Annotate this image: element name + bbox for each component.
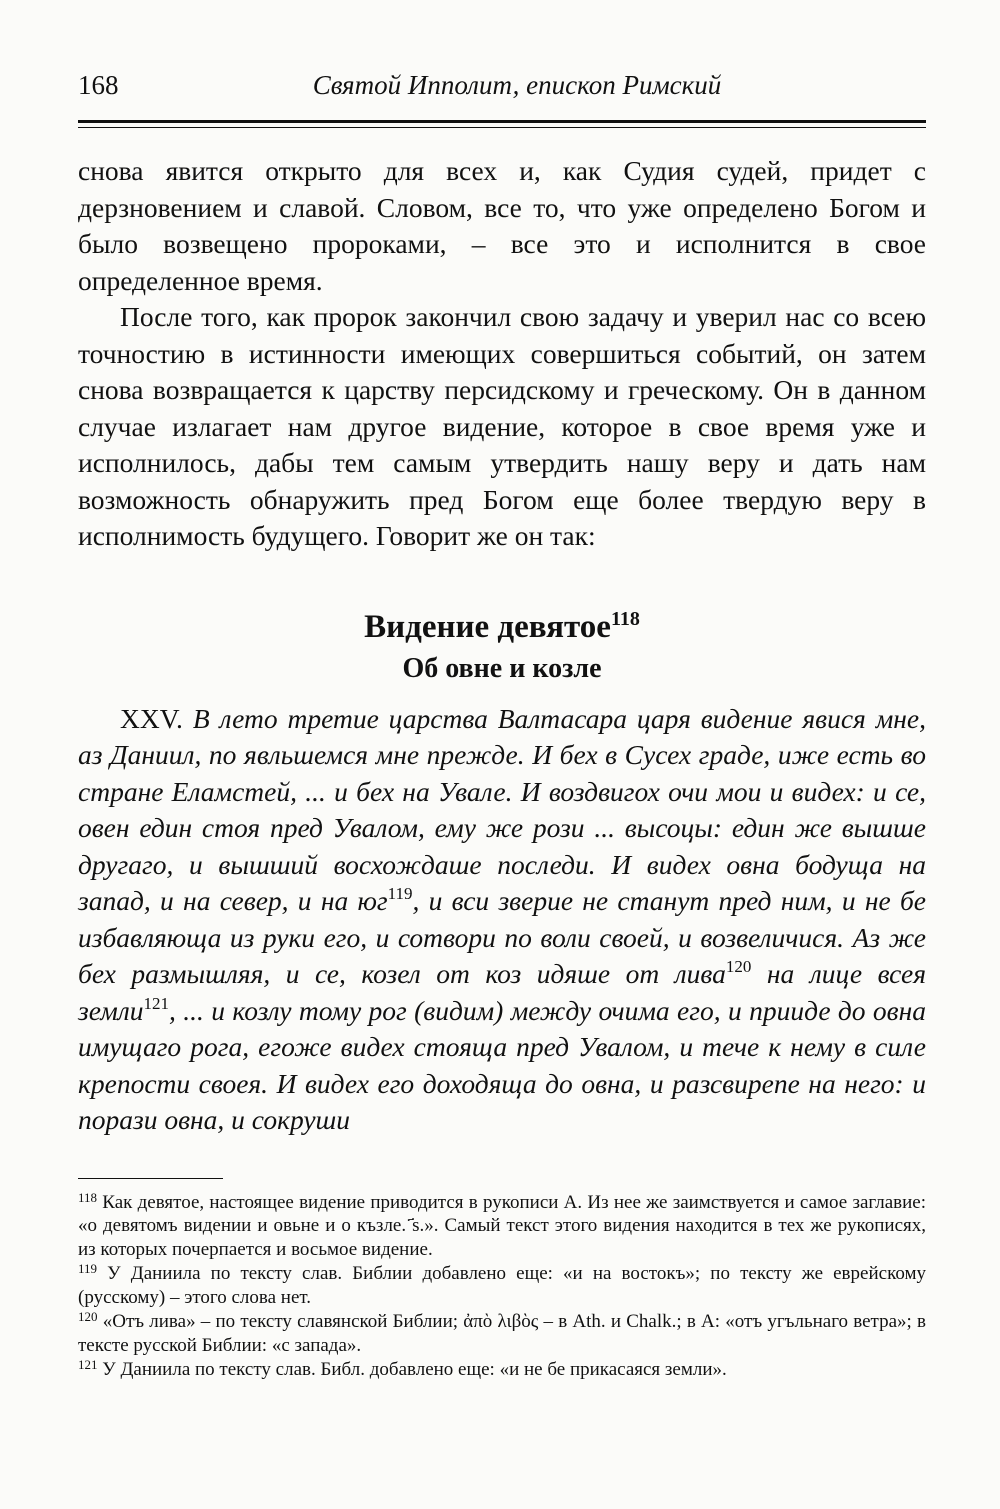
section-title	[78, 607, 926, 647]
quote-segment: , и вси зверие не станут пред ним, и не бе избавляюща из руки его, и сотвори по воли своей, и возвеличися. Аз же бех размышляя, и се, козел от коз идяше от лива	[78, 885, 926, 989]
footnote-ref: 121	[143, 993, 170, 1013]
quote-text	[78, 703, 926, 1136]
paragraph-continuation: снова явится открыто для всех и, как Судия судей, придет с дерзновением и славой. Словом, все то, что уже определено Богом и было возвещено пророками, – все это и исполнится в свое определенное время.	[78, 155, 926, 296]
footnote-ref: 120	[725, 957, 752, 976]
section-subtitle: Об овне и козле	[402, 652, 602, 684]
quote-segment: на лице всея земли	[78, 958, 926, 1026]
footnote	[78, 1191, 926, 1262]
footnote-text: «Отъ лива» – по тексту славянской Библии; ἀπὸ λιβὸς – в Ath. и Chalk.; в А: «отъ угъльнаго ветра»; в тексте русской Библии: «с запада».	[78, 1311, 926, 1356]
quote-segment: , ... и козлу тому рог (видим) между очима его, и прииде до овна имущаго рога, егоже видех стояща пред Увалом, и тече к нему в силе крепости своея. И видех его доходяща до овна, и разсвирепе на него: и порази овна, и сокруши	[78, 994, 926, 1135]
chapter-number: XXV.	[120, 702, 183, 734]
footnote-ref: 118	[610, 607, 640, 630]
scripture-quote	[78, 701, 926, 1139]
footnote-number: 121	[78, 1357, 98, 1372]
page-number: 168	[78, 70, 119, 100]
header-rule-thick	[78, 120, 926, 123]
footnote-number: 118	[78, 1189, 98, 1205]
quote-segment: В лето третие царства Валтасара царя видение явися мне, аз Даниил, по явльшемся мне прежде. И бех в Сусех граде, иже есть во стране Еламстей, ... и бех на Увале. И воздвигох очи мои и видех: и се, овен един стоя пред Увалом, ему же рози ... высоцы: един же вышше другаго, и вышший восхождаше последи. И видех овна бодуща на запад, и на север, и на юг	[78, 702, 926, 916]
footnote-number: 120	[78, 1309, 98, 1324]
footnote-separator	[78, 1178, 223, 1179]
section-title-text: Видение девятое	[364, 608, 611, 645]
footnote	[78, 1262, 926, 1309]
running-title: Святой Ипполит, епископ Римский	[312, 70, 722, 100]
footnotes	[78, 1191, 926, 1382]
footnote	[78, 1310, 926, 1357]
footnote-ref: 119	[387, 884, 413, 903]
footnote	[78, 1358, 926, 1382]
footnote-text: У Даниила по тексту слав. Библ. добавлено еще: «и не бе прикасаяся земли».	[102, 1359, 727, 1380]
page-header	[78, 62, 926, 112]
header-rule-thin	[78, 127, 926, 128]
footnote-number: 119	[78, 1261, 98, 1276]
paragraph: После того, как пророк закончил свою задачу и уверил нас со всею точностию в истинности имеющих совершиться событий, он затем снова возвращается к царству персидскому и греческому. Он в данном случае излагает нам другое видение, которое в свое время уже и исполнилось, дабы тем самым утвердить нашу веру и дать нам возможность обнаружить пред Богом еще более твердую веру в исполнимость будущего. Говорит же он так:	[78, 301, 926, 551]
footnote-text: У Даниила по тексту слав. Библии добавлено еще: «и на востокъ»; по тексту же еврейскому (русскому) – этого слова нет.	[78, 1263, 926, 1308]
footnote-text: Как девятое, настоящее видение приводится в рукописи А. Из нее же заимствуется и самое заглавие: «о девятомъ видении и овьне и о къзле. ҃ѕ.». Самый текст этого видения находится в тех же рукописях, из которых почерпается и восьмое видение.	[78, 1191, 926, 1260]
body-text	[78, 153, 926, 1139]
book-page	[78, 62, 926, 1383]
